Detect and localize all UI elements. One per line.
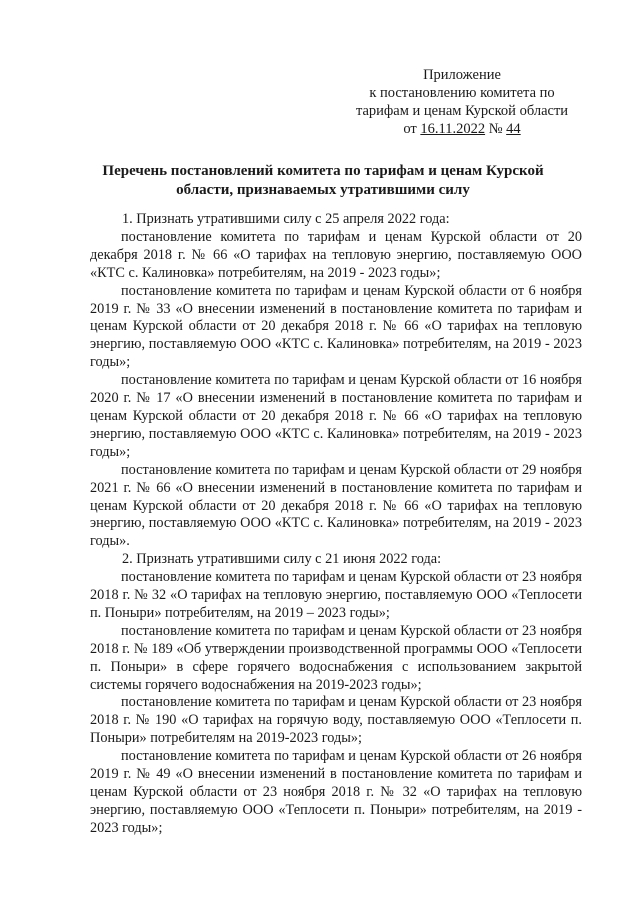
item-1-heading: 1. Признать утратившими силу с 25 апреля 2022 года: [122, 211, 450, 227]
date-prefix: от [403, 121, 421, 137]
appendix-line-1: Приложение [423, 67, 501, 83]
appendix-block [342, 66, 582, 138]
appendix-line-3: тарифам и ценам Курской области [355, 103, 569, 119]
number-prefix: № [485, 121, 507, 137]
resolution-number: 44 [506, 121, 521, 137]
item-2-entry-1: постановление комитета по тарифам и ценам Курской области от 23 ноября 2018 г. № 32 «О тарифах на тепловую энергию, поставляемую ООО «Теплосети п. Поныри» потребителям, на 2019 – 2023 годы»; [90, 569, 582, 621]
item-1-entry-3: постановление комитета по тарифам и ценам Курской области от 16 ноября 2020 г. № 17 «О внесении изменений в постановление комитета по тарифам и ценам Курской области от 20 декабря 2018 г. № 66 «О тарифах на тепловую энергию, поставляемую ООО «КТС с. Калиновка» потребителям, на 2019 - 2023 годы»; [90, 372, 582, 460]
document-title [88, 162, 558, 199]
title-line-1: Перечень постановлений комитета по тарифам и ценам Курской [102, 163, 544, 179]
item-2-entry-2: постановление комитета по тарифам и ценам Курской области от 23 ноября 2018 г. № 189 «Об утверждении производственной программы ООО «Теплосети п. Поныри» в сфере горячего водоснабжения с использованием закрытой системы горячего водоснабжения на 2019-2023 годы»; [90, 622, 582, 693]
resolution-date: 16.11.2022 [420, 121, 486, 137]
item-2-entry-4: постановление комитета по тарифам и ценам Курской области от 26 ноября 2019 г. № 49 «О внесении изменений в постановление комитета по тарифам и ценам Курской области от 23 ноября 2018 г. № 32 «О тарифах на тепловую энергию, поставляемую ООО «Теплосети п. Поныри» потребителям, на 2019 - 2023 годы»; [90, 748, 582, 836]
item-2-entry-3: постановление комитета по тарифам и ценам Курской области от 23 ноября 2018 г. № 190 «О тарифах на горячую воду, поставляемую ООО «Теплосети п. Поныри» потребителям на 2019-2023 годы»; [90, 694, 582, 747]
appendix-date-line [342, 120, 582, 138]
appendix-line-2: к постановлению комитета по [369, 85, 555, 101]
item-1-entry-1: постановление комитета по тарифам и ценам Курской области от 20 декабря 2018 г. № 66 «О тарифах на тепловую энергию, поставляемую ООО «КТС с. Калиновка» потребителям, на 2019 - 2023 годы»; [90, 228, 582, 281]
document-body [90, 211, 582, 838]
item-1-entry-4: постановление комитета по тарифам и ценам Курской области от 29 ноября 2021 г. № 66 «О внесении изменений в постановление комитета по тарифам и ценам Курской области от 20 декабря 2018 г. № 66 «О тарифах на тепловую энергию, поставляемую ООО «КТС с. Калиновка» потребителям, на 2019 - 2023 годы». [90, 461, 582, 550]
item-2-heading: 2. Признать утратившими силу с 21 июня 2022 года: [122, 551, 442, 568]
item-1-entry-2: постановление комитета по тарифам и ценам Курской области от 6 ноября 2019 г. № 33 «О внесении изменений в постановление комитета по тарифам и ценам Курской области от 20 декабря 2018 г. № 66 «О тарифах на тепловую энергию, поставляемую ООО «КТС с. Калиновка» потребителям, на 2019 - 2023 годы»; [90, 282, 582, 371]
title-line-2: области, признаваемых утратившими силу [176, 181, 470, 198]
